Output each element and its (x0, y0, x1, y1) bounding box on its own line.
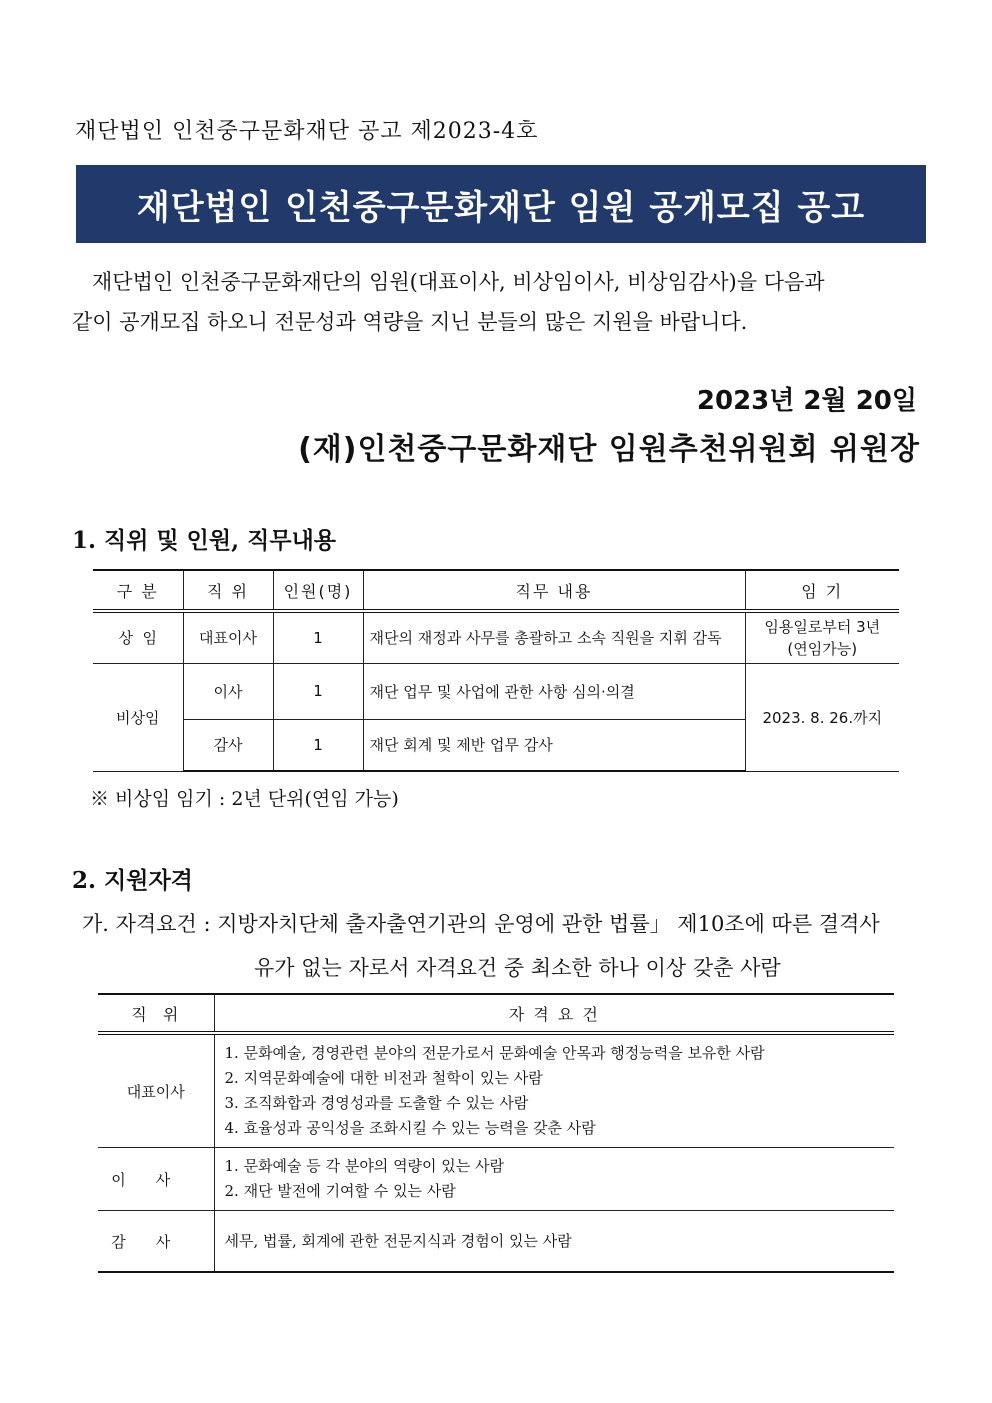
intro-paragraph (72, 262, 924, 342)
announcement-date: 2023년 2월 20일 (696, 386, 917, 416)
requirement-item: 3. 조직화합과 경영성과를 도출할 수 있는 사람 (224, 1094, 529, 1112)
requirement-item: 2. 재단 발전에 기여할 수 있는 사람 (224, 1182, 456, 1200)
qualifications-table-header (98, 994, 894, 1033)
position-cell: 감사 (98, 1211, 214, 1273)
table-row (98, 1211, 894, 1273)
requirements-cell (214, 1033, 894, 1148)
term-cell: 2023. 8. 26.까지 (745, 663, 899, 771)
duty-cell: 재단 회계 및 제반 업무 감사 (363, 719, 745, 771)
table-row (98, 1033, 894, 1148)
count-cell: 1 (273, 611, 363, 663)
table-row (93, 663, 899, 719)
section-2-heading: 2. 지원자격 (72, 867, 193, 894)
intro-line-1: 재단법인 인천중구문화재단의 임원(대표이사, 비상임이사, 비상임감사)을 다음과 (92, 270, 825, 294)
requirement-item: 2. 지역문화예술에 대한 비전과 철학이 있는 사람 (224, 1069, 543, 1087)
qualification-requirement (82, 902, 924, 990)
requirements-cell (214, 1211, 894, 1273)
duty-cell: 재단의 재정과 사무를 총괄하고 소속 직원을 지휘 감독 (363, 611, 745, 663)
section-1-heading: 1. 직위 및 인원, 직무내용 (72, 527, 337, 554)
position-cell: 대표이사 (98, 1033, 214, 1148)
notice-number: 재단법인 인천중구문화재단 공고 제2023-4호 (75, 119, 539, 144)
header-duty: 직무 내용 (363, 570, 745, 611)
category-cell: 상 임 (93, 611, 183, 663)
table-row (98, 1148, 894, 1211)
category-cell: 비상임 (93, 663, 183, 771)
positions-table-header (93, 570, 899, 611)
requirement-item: 세무, 법률, 회계에 관한 전문지식과 경험이 있는 사람 (224, 1231, 572, 1250)
position-cell: 대표이사 (183, 611, 273, 663)
positions-table (93, 569, 899, 772)
count-cell: 1 (273, 719, 363, 771)
table-row (93, 611, 899, 663)
header-requirements: 자 격 요 건 (214, 994, 894, 1033)
header-position: 직 위 (183, 570, 273, 611)
term-line-1: 임용일로부터 3년 (764, 617, 881, 636)
intro-line-2: 같이 공개모집 하오니 전문성과 역량을 지닌 분들의 많은 지원을 바랍니다. (72, 310, 748, 334)
requirement-item: 4. 효율성과 공익성을 조화시킬 수 있는 능력을 갖춘 사람 (224, 1119, 596, 1137)
header-position: 직 위 (98, 994, 214, 1033)
page-title: 재단법인 인천중구문화재단 임원 공개모집 공고 (76, 165, 926, 243)
count-cell: 1 (273, 663, 363, 719)
duty-cell: 재단 업무 및 사업에 관한 사항 심의·의결 (363, 663, 745, 719)
position-cell: 이사 (98, 1148, 214, 1211)
header-count: 인원(명) (273, 570, 363, 611)
term-line-2: (연임가능) (787, 639, 858, 658)
position-cell: 감사 (183, 719, 273, 771)
requirement-item: 1. 문화예술 등 각 분야의 역량이 있는 사람 (224, 1157, 505, 1175)
position-cell: 이사 (183, 663, 273, 719)
issuer-name: (재)인천중구문화재단 임원추천위원회 위원장 (298, 432, 920, 467)
header-term: 임 기 (745, 570, 899, 611)
requirement-line-1: 가. 자격요건 : 지방자치단체 출자출연기관의 운영에 관한 법률」 제10조에 따른 결격사 (82, 912, 880, 936)
header-category: 구 분 (93, 570, 183, 611)
requirement-line-2: 유가 없는 자로서 자격요건 중 최소한 하나 이상 갖춘 사람 (254, 956, 781, 980)
requirements-cell (214, 1148, 894, 1211)
requirement-item: 1. 문화예술, 경영관련 분야의 전문가로서 문화예술 안목과 행정능력을 보유한 사람 (224, 1044, 765, 1062)
qualifications-table (98, 993, 894, 1273)
term-note: ※ 비상임 임기 : 2년 단위(연임 가능) (90, 788, 399, 810)
term-cell (745, 611, 899, 663)
